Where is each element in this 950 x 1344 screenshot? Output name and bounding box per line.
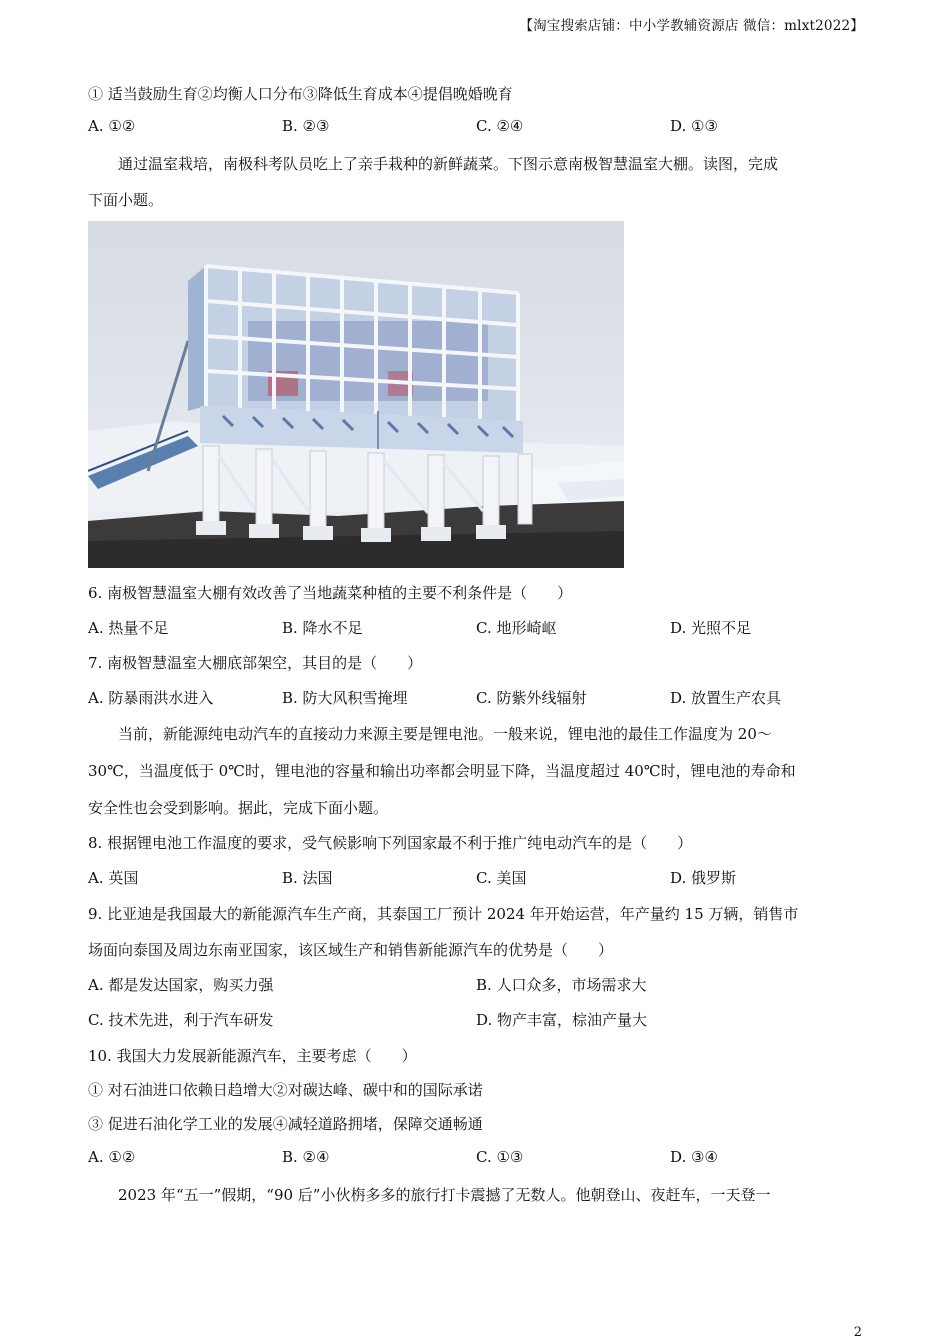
q7-stem: 7. 南极智慧温室大棚底部架空，其目的是（ ） <box>88 654 423 672</box>
q5-option-a: A. ①② <box>88 117 136 135</box>
battery-intro-line2: 30℃，当温度低于 0℃时，锂电池的容量和输出功率都会明显下降，当温度超过 40℃时，锂电池的寿命和 <box>88 762 796 780</box>
q5-option-c: C. ②④ <box>476 117 524 135</box>
q10-option-b: B. ②④ <box>282 1148 330 1166</box>
q5-option-d: D. ①③ <box>670 117 718 135</box>
q10-statement-2: ③ 促进石油化学工业的发展④减轻道路拥堵，保障交通畅通 <box>88 1115 483 1133</box>
q6-option-d: D. 光照不足 <box>670 619 752 637</box>
greenhouse-intro-line2: 下面小题。 <box>88 191 164 209</box>
q8-option-d: D. 俄罗斯 <box>670 869 737 887</box>
q9-option-c: C. 技术先进，利于汽车研发 <box>88 1011 274 1029</box>
q9-option-b: B. 人口众多，市场需求大 <box>476 976 647 994</box>
q7-option-b: B. 防大风积雪掩埋 <box>282 689 408 707</box>
battery-intro-line1: 当前，新能源纯电动汽车的直接动力来源主要是锂电池。一般来说，锂电池的最佳工作温度为 20～ <box>118 725 772 743</box>
q6-option-b: B. 降水不足 <box>282 619 363 637</box>
travel-intro-line1: 2023 年“五一”假期，“90 后”小伙栴多多的旅行打卡震撼了无数人。他朝登山、夜赶车，一天登一 <box>118 1186 771 1204</box>
q9-stem-line2: 场面向泰国及周边东南亚国家，该区域生产和销售新能源汽车的优势是（ ） <box>88 941 614 959</box>
q10-option-c: C. ①③ <box>476 1148 524 1166</box>
q10-option-a: A. ①② <box>88 1148 136 1166</box>
q8-option-a: A. 英国 <box>88 869 139 887</box>
q10-statement-1: ① 对石油进口依赖日趋增大②对碳达峰、碳中和的国际承诺 <box>88 1081 483 1099</box>
q10-option-d: D. ③④ <box>670 1148 718 1166</box>
q9-option-d: D. 物产丰富，棕油产量大 <box>476 1011 648 1029</box>
q6-stem: 6. 南极智慧温室大棚有效改善了当地蔬菜种植的主要不利条件是（ ） <box>88 584 573 602</box>
q7-option-d: D. 放置生产农具 <box>670 689 782 707</box>
q6-option-c: C. 地形崎岖 <box>476 619 557 637</box>
battery-intro-line3: 安全性也会受到影响。据此，完成下面小题。 <box>88 799 389 817</box>
q6-option-a: A. 热量不足 <box>88 619 169 637</box>
q7-option-a: A. 防暴雨洪水进入 <box>88 689 214 707</box>
q5-statements: ① 适当鼓励生育②均衡人口分布③降低生育成本④提倡晚婚晚育 <box>88 85 513 103</box>
q9-option-a: A. 都是发达国家，购买力强 <box>88 976 274 994</box>
shop-watermark-note: 【淘宝搜索店铺：中小学教辅资源店 微信：mlxt2022】 <box>519 18 864 34</box>
q8-option-b: B. 法国 <box>282 869 333 887</box>
q10-stem: 10. 我国大力发展新能源汽车，主要考虑（ ） <box>88 1047 417 1065</box>
antarctic-greenhouse-photo <box>88 221 624 568</box>
greenhouse-intro-line1: 通过温室栽培，南极科考队员吃上了亲手栽种的新鲜蔬菜。下图示意南极智慧温室大棚。读图，完成 <box>118 155 779 173</box>
q7-option-c: C. 防紫外线辐射 <box>476 689 587 707</box>
q8-stem: 8. 根据锂电池工作温度的要求，受气候影响下列国家最不利于推广纯电动汽车的是（ ） <box>88 834 693 852</box>
q9-stem-line1: 9. 比亚迪是我国最大的新能源汽车生产商，其泰国工厂预计 2024 年开始运营，年产量约 15 万辆，销售市 <box>88 905 799 923</box>
page-number: 2 <box>853 1325 862 1340</box>
q8-option-c: C. 美国 <box>476 869 527 887</box>
q5-option-b: B. ②③ <box>282 117 330 135</box>
